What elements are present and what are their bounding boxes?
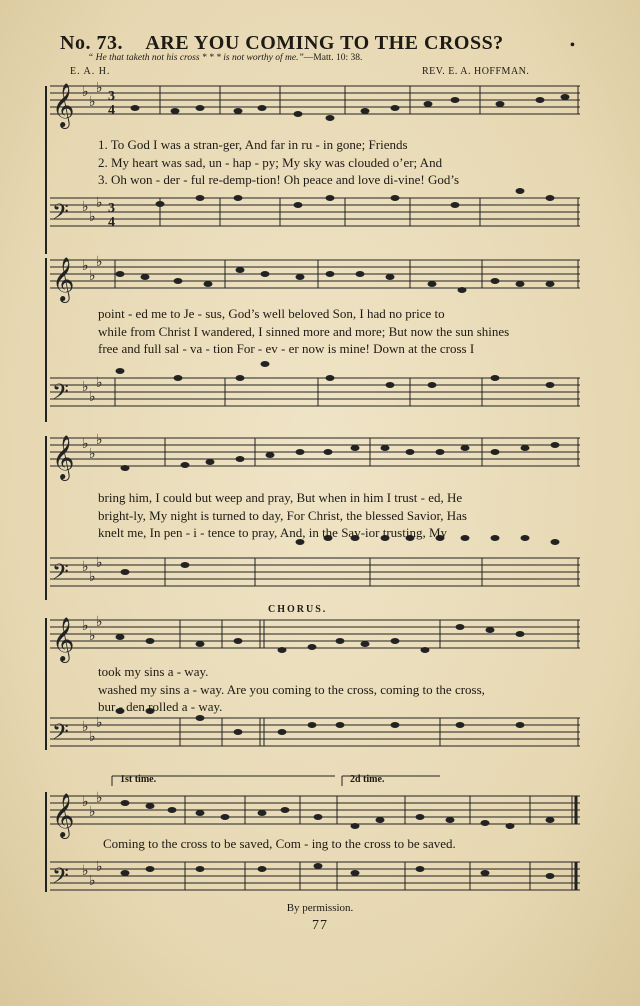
hymn-title: ARE YOU COMING TO THE CROSS?: [145, 32, 504, 54]
svg-text:♭: ♭: [89, 873, 96, 889]
svg-text:𝄞: 𝄞: [52, 257, 75, 301]
svg-text:3: 3: [108, 201, 115, 216]
lyric-line: washed my sins a - way. Are you coming to the cross, coming to the cross,: [98, 681, 485, 697]
verse-lyrics-system-3: [98, 489, 467, 542]
page-number: 77: [312, 918, 328, 933]
lyric-line: free and full sal - va - tion For - ev - er now is mine! Down at the cross I: [98, 341, 475, 356]
chorus-lyrics: [103, 835, 456, 853]
svg-text:♭: ♭: [96, 195, 103, 211]
svg-text:♭: ♭: [96, 432, 103, 448]
lyric-line: 2. My heart was sad, un - hap - py; My sky was clouded o’er; And: [98, 154, 443, 170]
svg-text:♭: ♭: [82, 863, 89, 879]
svg-text:♭: ♭: [96, 555, 103, 571]
svg-text:♭: ♭: [89, 569, 96, 585]
svg-text:𝄞: 𝄞: [52, 793, 75, 837]
svg-text:♭: ♭: [89, 628, 96, 644]
svg-text:3: 3: [108, 89, 115, 104]
lyric-line: bring him, I could but weep and pray, But when in him I trust - ed, He: [98, 490, 463, 505]
svg-text:4: 4: [108, 215, 115, 230]
svg-text:♭: ♭: [82, 618, 89, 634]
svg-text:𝄢: 𝄢: [52, 200, 69, 230]
svg-text:♭: ♭: [89, 729, 96, 745]
verse-lyrics-system-1: [98, 136, 459, 189]
hymn-number: No. 73.: [60, 32, 123, 54]
svg-text:♭: ♭: [89, 94, 96, 110]
chorus-label: CHORUS.: [268, 604, 328, 615]
lyric-line: 1. To God I was a stran-ger, And far in ru - in gone; Friends: [98, 137, 408, 152]
svg-text:♭: ♭: [82, 559, 89, 575]
svg-text:𝄞: 𝄞: [52, 435, 75, 479]
author-credit: REV. E. A. HOFFMAN.: [422, 66, 530, 77]
lyric-line: while from Christ I wandered, I sinned more and more; But now the sun shines: [98, 323, 510, 339]
svg-text:𝄞: 𝄞: [52, 83, 75, 127]
svg-text:♭: ♭: [96, 80, 103, 96]
svg-text:♭: ♭: [82, 258, 89, 274]
svg-text:♭: ♭: [96, 715, 103, 731]
svg-text:♭: ♭: [89, 268, 96, 284]
svg-text:♭: ♭: [89, 209, 96, 225]
svg-text:♭: ♭: [82, 719, 89, 735]
lyric-line: Coming to the cross to be saved, Com - ing to the cross to be saved.: [103, 836, 456, 851]
svg-text:♭: ♭: [89, 446, 96, 462]
epigraph-text: “ He that taketh not his cross * * * is not worthy of me.”: [88, 53, 304, 63]
svg-text:♭: ♭: [96, 859, 103, 875]
lyric-line: 3. Oh won - der - ful re-demp-tion! Oh peace and love di-vine! God’s: [98, 172, 459, 187]
lyric-line: took my sins a - way.: [98, 664, 209, 679]
svg-text:𝄢: 𝄢: [52, 720, 69, 750]
svg-text:4: 4: [108, 103, 115, 118]
svg-text:♭: ♭: [82, 379, 89, 395]
composer-initials: E. A. H.: [70, 66, 111, 77]
svg-text:♭: ♭: [82, 794, 89, 810]
svg-text:♭: ♭: [96, 614, 103, 630]
lyric-line: knelt me, In pen - i - tence to pray, And, in the Sav-ior trusting, My: [98, 525, 448, 540]
first-ending-label: 1st time.: [120, 774, 157, 785]
corner-mark: •: [570, 38, 575, 53]
svg-text:♭: ♭: [82, 84, 89, 100]
svg-text:♭: ♭: [96, 254, 103, 270]
lyric-line: point - ed me to Je - sus, God’s well beloved Son, I had no price to: [98, 306, 445, 321]
svg-text:♭: ♭: [96, 375, 103, 391]
hymn-header: [60, 32, 504, 55]
svg-text:♭: ♭: [89, 389, 96, 405]
lyric-line: bright-ly, My night is turned to day, For Christ, the blessed Savior, Has: [98, 507, 467, 523]
svg-text:𝄞: 𝄞: [52, 617, 75, 661]
verse-lyrics-system-2: [98, 305, 509, 358]
lyric-line: bur - den rolled a - way.: [98, 699, 223, 714]
svg-text:𝄢: 𝄢: [52, 380, 69, 410]
svg-text:𝄢: 𝄢: [52, 560, 69, 590]
epigraph-reference: —Matt. 10: 38.: [303, 53, 363, 63]
second-ending-label: 2d time.: [350, 774, 385, 785]
verse-lyrics-system-4: [98, 663, 485, 716]
svg-text:♭: ♭: [96, 790, 103, 806]
svg-text:♭: ♭: [82, 436, 89, 452]
svg-text:♭: ♭: [82, 199, 89, 215]
svg-text:♭: ♭: [89, 804, 96, 820]
permission-note: By permission.: [286, 902, 354, 914]
svg-text:𝄢: 𝄢: [52, 864, 69, 894]
epigraph: [88, 53, 362, 63]
